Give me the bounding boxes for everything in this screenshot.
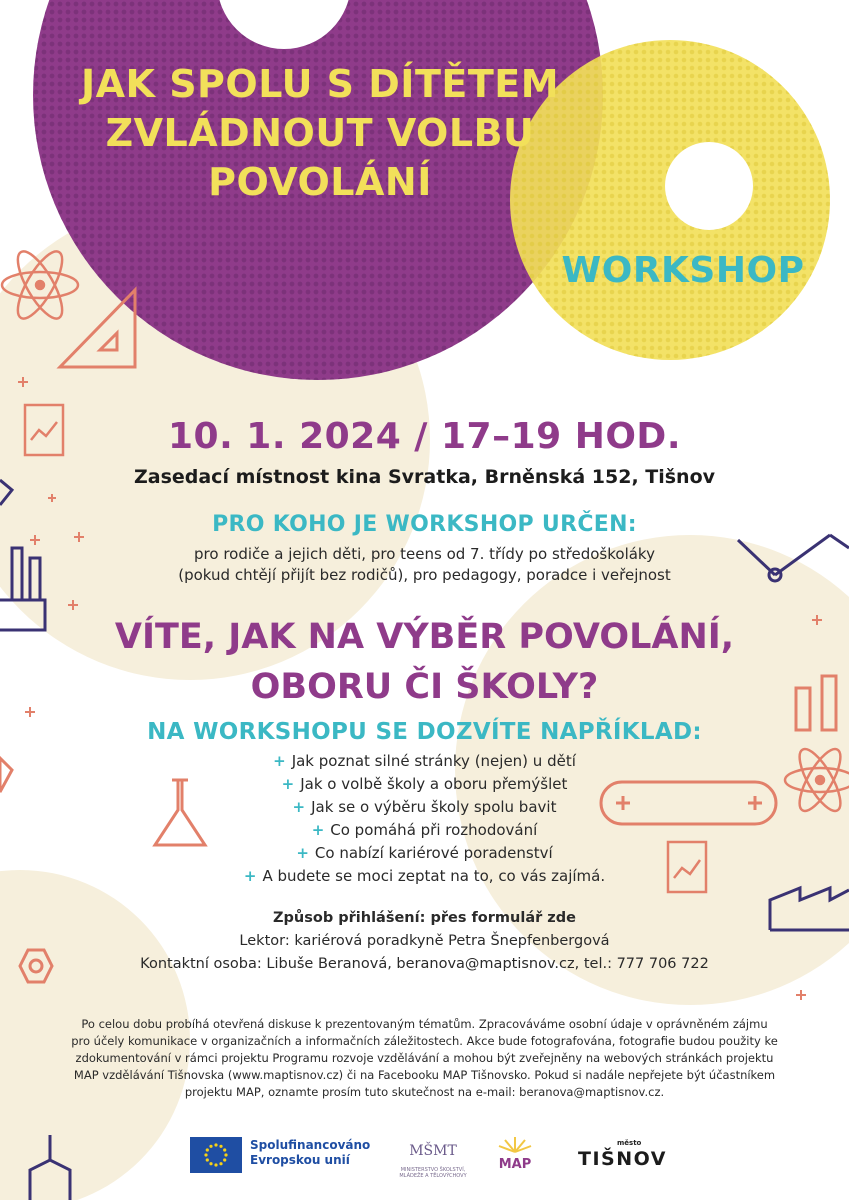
map-logo — [490, 1135, 540, 1172]
event-datetime: 10. 1. 2024 / 17–19 HOD. — [168, 416, 681, 457]
eu-logo-text — [250, 1138, 370, 1168]
question-line-2: OBORU ČI ŠKOLY? — [250, 667, 599, 707]
contact-person-text: Kontaktní osoba: Libuše Beranová, beranova@maptisnov.cz, tel.: 777 706 722 — [140, 956, 709, 972]
list-item-text: Co pomáhá při rozhodování — [330, 821, 538, 839]
audience-line-1: pro rodiče a jejich děti, pro teens od 7. třídy po středoškoláky — [194, 545, 655, 563]
audience-line-2: (pokud chtějí přijít bez rodičů), pro pedagogy, poradce i veřejnost — [178, 566, 671, 584]
list-item-text: Jak o volbě školy a oboru přemýšlet — [300, 775, 568, 793]
msmt-sub-2: MLÁDEŽE A TĚLOVÝCHOVY — [399, 1173, 467, 1179]
audience-heading: PRO KOHO JE WORKSHOP URČEN: — [212, 512, 637, 537]
msmt-sub-1: MINISTERSTVO ŠKOLSTVÍ, — [400, 1167, 466, 1173]
list-item-text: A budete se moci zeptat na to, co vás zajímá. — [262, 867, 606, 885]
eu-line-2: Evropskou unií — [250, 1153, 350, 1167]
footnote-line: projektu MAP, oznamte prosím tuto skutečnost na e-mail: beranova@maptisnov.cz. — [184, 1085, 665, 1099]
title-line-3: POVOLÁNÍ — [208, 160, 432, 204]
msmt-mark: MŠMT — [409, 1143, 457, 1159]
event-venue: Zasedací místnost kina Svratka, Brněnská 152, Tišnov — [133, 466, 716, 488]
contact-block — [0, 907, 849, 976]
question-heading — [0, 612, 849, 712]
title-line-2: ZVLÁDNOUT VOLBU — [105, 111, 535, 155]
plus-icon: + — [281, 775, 295, 793]
title-line-1: JAK SPOLU S DÍTĚTEM — [80, 62, 560, 106]
tisnov-small-text: město — [617, 1139, 642, 1147]
plus-icon: + — [243, 867, 257, 885]
list-item — [0, 842, 849, 865]
workshop-tag: WORKSHOP — [561, 250, 805, 291]
audience-text — [0, 544, 849, 586]
list-item-text: Jak se o výběru školy spolu bavit — [311, 798, 557, 816]
footnote-line: zdokumentování v rámci projektu Programu rozvoje vzdělávání a mohou být zveřejněny na webových stránkách projektu — [75, 1051, 774, 1065]
plus-icon: + — [273, 752, 286, 770]
map-logo-text: MAP — [498, 1157, 532, 1172]
eu-stars-icon — [190, 1137, 242, 1173]
footnote-line: pro účely komunikace v organizačních a informačních záležitostech. Akce bude fotografována, fotografie budou použity ke — [71, 1034, 778, 1048]
plus-icon: + — [296, 844, 309, 862]
learn-list — [0, 750, 849, 888]
list-item — [0, 750, 849, 773]
list-item — [0, 796, 849, 819]
footnote-line: MAP vzdělávání Tišnovska (www.maptisnov.cz) či na Facebooku MAP Tišnovsko. Pokud si nadále nepřejete být účastníkem — [73, 1068, 776, 1082]
plus-icon: + — [292, 798, 306, 816]
list-item — [0, 819, 849, 842]
msmt-logo — [385, 1133, 481, 1179]
privacy-footnote — [60, 1016, 789, 1101]
list-item-text: Jak poznat silné stránky (nejen) u dětí — [291, 752, 576, 770]
msmt-emblem-icon — [409, 1133, 457, 1163]
question-line-1: VÍTE, JAK NA VÝBĚR POVOLÁNÍ, — [114, 617, 735, 657]
learn-heading: NA WORKSHOPU SE DOZVÍTE NAPŘÍKLAD: — [147, 719, 702, 745]
list-item — [0, 773, 849, 796]
map-sunburst-icon — [495, 1135, 535, 1153]
eu-flag-logo — [190, 1137, 242, 1173]
tisnov-logo-text: TIŠNOV — [578, 1148, 667, 1170]
eu-line-1: Spolufinancováno — [250, 1138, 371, 1152]
registration-link[interactable]: Způsob přihlášení: přes formulář zde — [273, 910, 576, 926]
footnote-line: Po celou dobu probíhá otevřená diskuse k prezentovaným tématům. Zpracováváme osobní údaje v oprávněném zájmu — [81, 1017, 768, 1031]
list-item-text: Co nabízí kariérové poradenství — [314, 844, 553, 862]
list-item — [0, 865, 849, 888]
lecturer-text: Lektor: kariérová poradkyně Petra Šnepfenbergová — [239, 933, 610, 949]
plus-icon: + — [311, 821, 325, 839]
